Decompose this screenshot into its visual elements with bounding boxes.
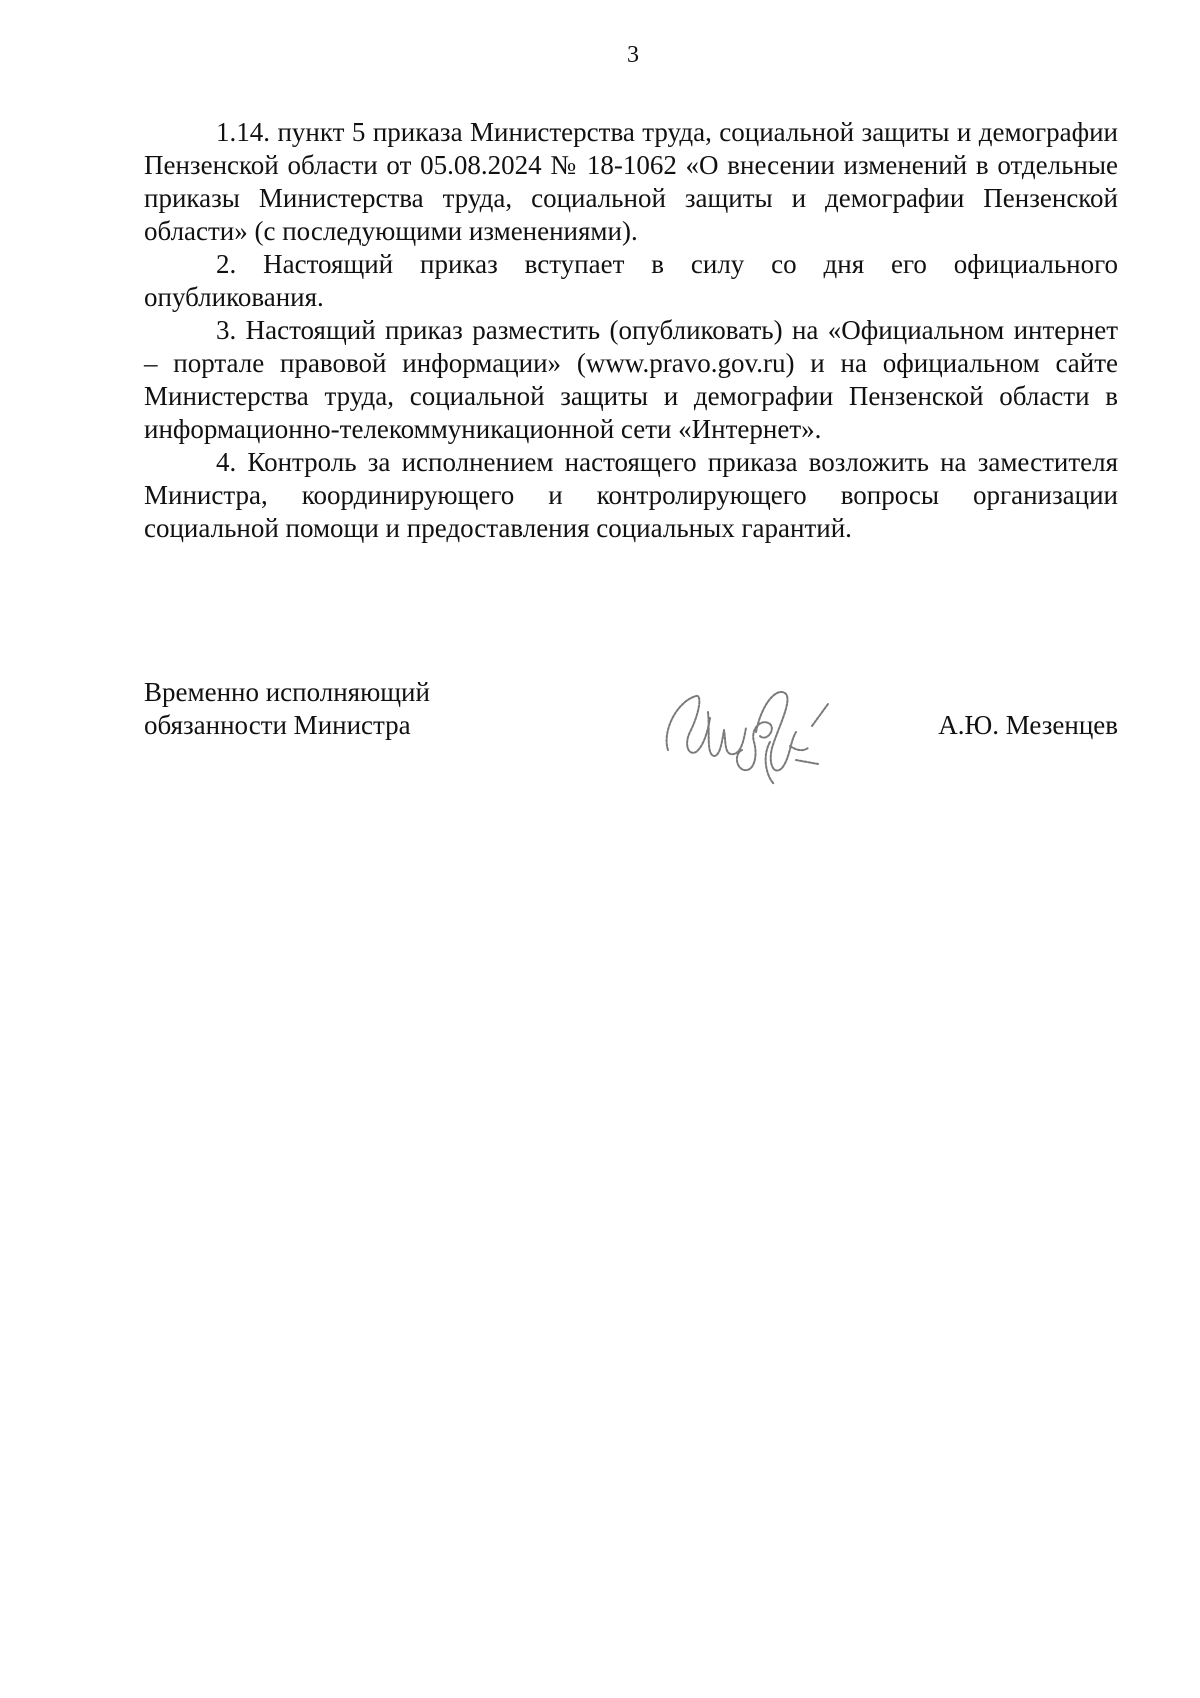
signer-position-line-2: обязанности Министра	[144, 710, 411, 740]
signer-name: А.Ю. Мезенцев	[938, 710, 1118, 740]
signature-block	[144, 676, 1118, 816]
paragraph-2: 2. Настоящий приказ вступает в силу со дня его официального опубликования.	[144, 249, 1118, 312]
page-number: 3	[627, 42, 639, 68]
document-body	[144, 116, 1118, 545]
paragraph-3: 3. Настоящий приказ разместить (опубликовать) на «Официальном интернет – портале правовой информации» (www.pravo.gov.ru) и на официальном сайте Министерства труда, социальной защиты и демографии Пензенской области в информационно-телекоммуникационной сети «Интернет».	[144, 315, 1118, 444]
paragraph-1-14: 1.14. пункт 5 приказа Министерства труда, социальной защиты и демографии Пензенской области от 05.08.2024 № 18-1062 «О внесении изменений в отдельные приказы Министерства труда, социальной защиты и демографии Пензенской области» (с последующими изменениями).	[144, 117, 1118, 246]
signer-position	[144, 676, 524, 742]
handwritten-signature-icon	[650, 672, 840, 792]
paragraph-4: 4. Контроль за исполнением настоящего приказа возложить на заместителя Министра, координирующего и контролирующего вопросы организации социальной помощи и предоставления социальных гарантий.	[144, 447, 1118, 543]
signer-position-line-1: Временно исполняющий	[144, 677, 430, 707]
